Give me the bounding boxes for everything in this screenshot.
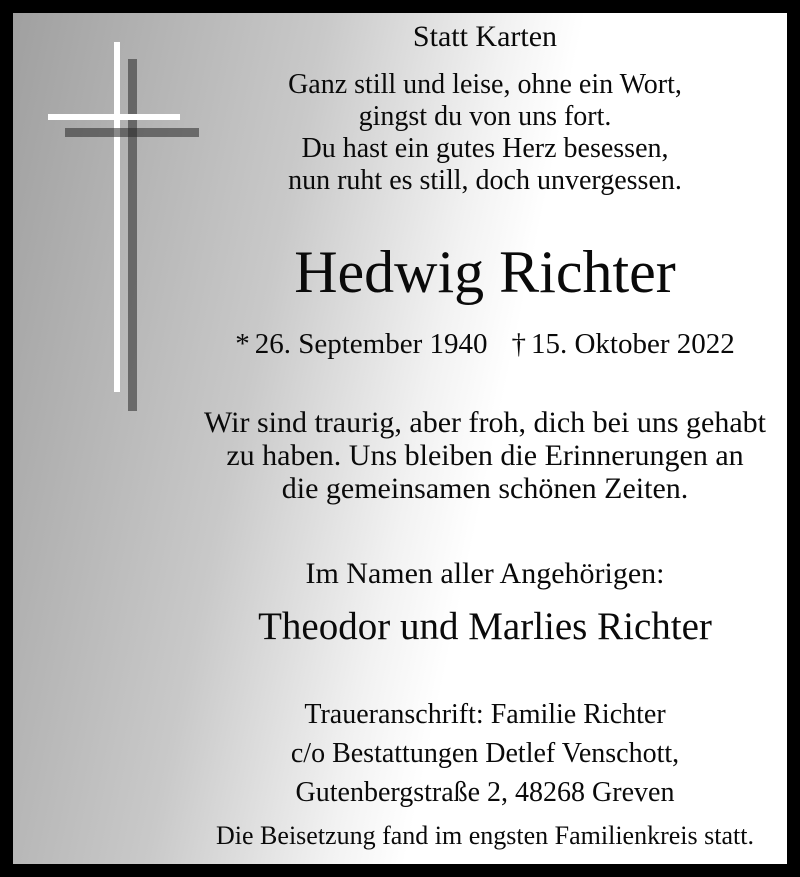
- funeral-note: Die Beisetzung fand im engsten Familienkreis statt.: [216, 821, 754, 850]
- cross-gray-horizontal-bar: [65, 128, 199, 137]
- cross-white-horizontal-bar: [48, 114, 180, 120]
- death-group: [511, 328, 734, 360]
- notice-content-area: [13, 13, 787, 864]
- condolence-line: zu haben. Uns bleiben die Erinnerungen an: [226, 439, 744, 472]
- deceased-name: Hedwig Richter: [294, 239, 676, 305]
- poem-line: Du hast ein gutes Herz besessen,: [301, 133, 669, 164]
- in-name-of-line: Im Namen aller Angehörigen:: [305, 557, 665, 590]
- birth-star-symbol: *: [235, 328, 250, 360]
- condolence-line: Wir sind traurig, aber froh, dich bei uns gehabt: [204, 406, 766, 439]
- cross-white-vertical-bar: [114, 42, 120, 392]
- notice-text-column: [185, 13, 785, 864]
- condolence-line: die gemeinsamen schönen Zeiten.: [281, 472, 689, 505]
- poem-line: gingst du von uns fort.: [358, 101, 612, 132]
- mourning-address: [185, 695, 785, 812]
- life-dates: [185, 328, 785, 360]
- cross-gray-vertical-bar: [128, 59, 137, 411]
- condolence-text: [185, 406, 785, 505]
- poem-line: Ganz still und leise, ohne ein Wort,: [288, 69, 682, 100]
- birth-group: [235, 328, 487, 360]
- birth-date: 26. September 1940: [254, 328, 488, 360]
- poem-line: nun ruht es still, doch unvergessen.: [288, 165, 682, 196]
- death-dagger-symbol: †: [511, 328, 526, 360]
- statt-karten-header: Statt Karten: [412, 20, 558, 53]
- mourners-names: Theodor und Marlies Richter: [258, 605, 712, 648]
- address-line: Traueranschrift: Familie Richter: [304, 699, 666, 730]
- memorial-poem: [185, 69, 785, 197]
- death-date: 15. Oktober 2022: [530, 328, 735, 360]
- address-line: c/o Bestattungen Detlef Venschott,: [290, 738, 680, 769]
- address-line: Gutenbergstraße 2, 48268 Greven: [295, 777, 675, 808]
